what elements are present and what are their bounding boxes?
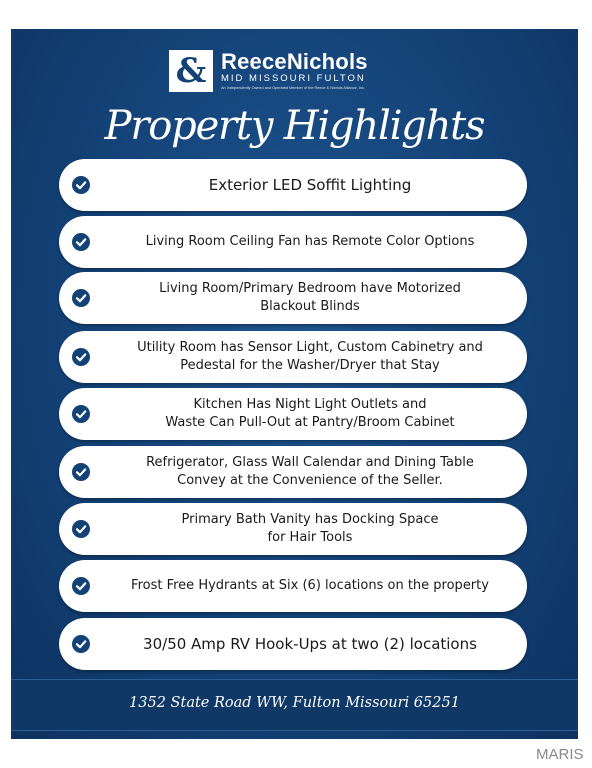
highlight-item <box>59 388 527 440</box>
flyer <box>11 29 578 739</box>
brand-tagline: An Independently Owned and Operated Member of the Reece & Nichols Alliance, Inc. <box>221 86 365 90</box>
highlight-item <box>59 503 527 555</box>
check-circle-icon <box>72 635 90 653</box>
brand-office: MID MISSOURI FULTON <box>221 73 366 84</box>
check-circle-icon <box>72 176 90 194</box>
highlight-item <box>59 331 527 383</box>
check-circle-icon <box>72 520 90 538</box>
highlight-text: 30/50 Amp RV Hook-Ups at two (2) locations <box>143 635 477 653</box>
check-circle-icon <box>72 289 90 307</box>
check-circle-icon <box>72 233 90 251</box>
property-address: 1352 State Road WW, Fulton Missouri 65251 <box>129 695 460 711</box>
address-bar <box>11 679 578 731</box>
highlight-text: Primary Bath Vanity has Docking Space for Hair Tools <box>181 512 439 545</box>
ampersand-logo-icon: & <box>169 50 213 92</box>
check-circle-icon <box>72 577 90 595</box>
highlight-text: Exterior LED Soffit Lighting <box>208 176 412 194</box>
highlight-item <box>59 272 527 324</box>
brand-logo <box>169 49 368 93</box>
brand-name: ReeceNichols <box>221 49 368 74</box>
highlight-text: Kitchen Has Night Light Outlets and Waste Can Pull-Out at Pantry/Broom Cabinet <box>165 397 455 430</box>
check-circle-icon <box>72 463 90 481</box>
check-circle-icon <box>72 348 90 366</box>
highlight-text: Utility Room has Sensor Light, Custom Cabinetry and Pedestal for the Washer/Dryer that Stay <box>137 340 483 373</box>
highlight-item <box>59 618 527 670</box>
highlight-text: Living Room Ceiling Fan has Remote Color Options <box>145 234 475 249</box>
highlight-item <box>59 216 527 268</box>
highlight-item <box>59 446 527 498</box>
highlight-text: Living Room/Primary Bedroom have Motorized Blackout Blinds <box>159 281 461 314</box>
watermark: MARIS <box>536 746 584 763</box>
check-circle-icon <box>72 405 90 423</box>
highlight-item <box>59 159 527 211</box>
page-title: Property Highlights <box>104 103 485 149</box>
highlight-item <box>59 560 527 612</box>
highlight-text: Refrigerator, Glass Wall Calendar and Dining Table Convey at the Convenience of the Seller. <box>146 455 474 488</box>
highlight-text: Frost Free Hydrants at Six (6) locations on the property <box>131 578 489 593</box>
